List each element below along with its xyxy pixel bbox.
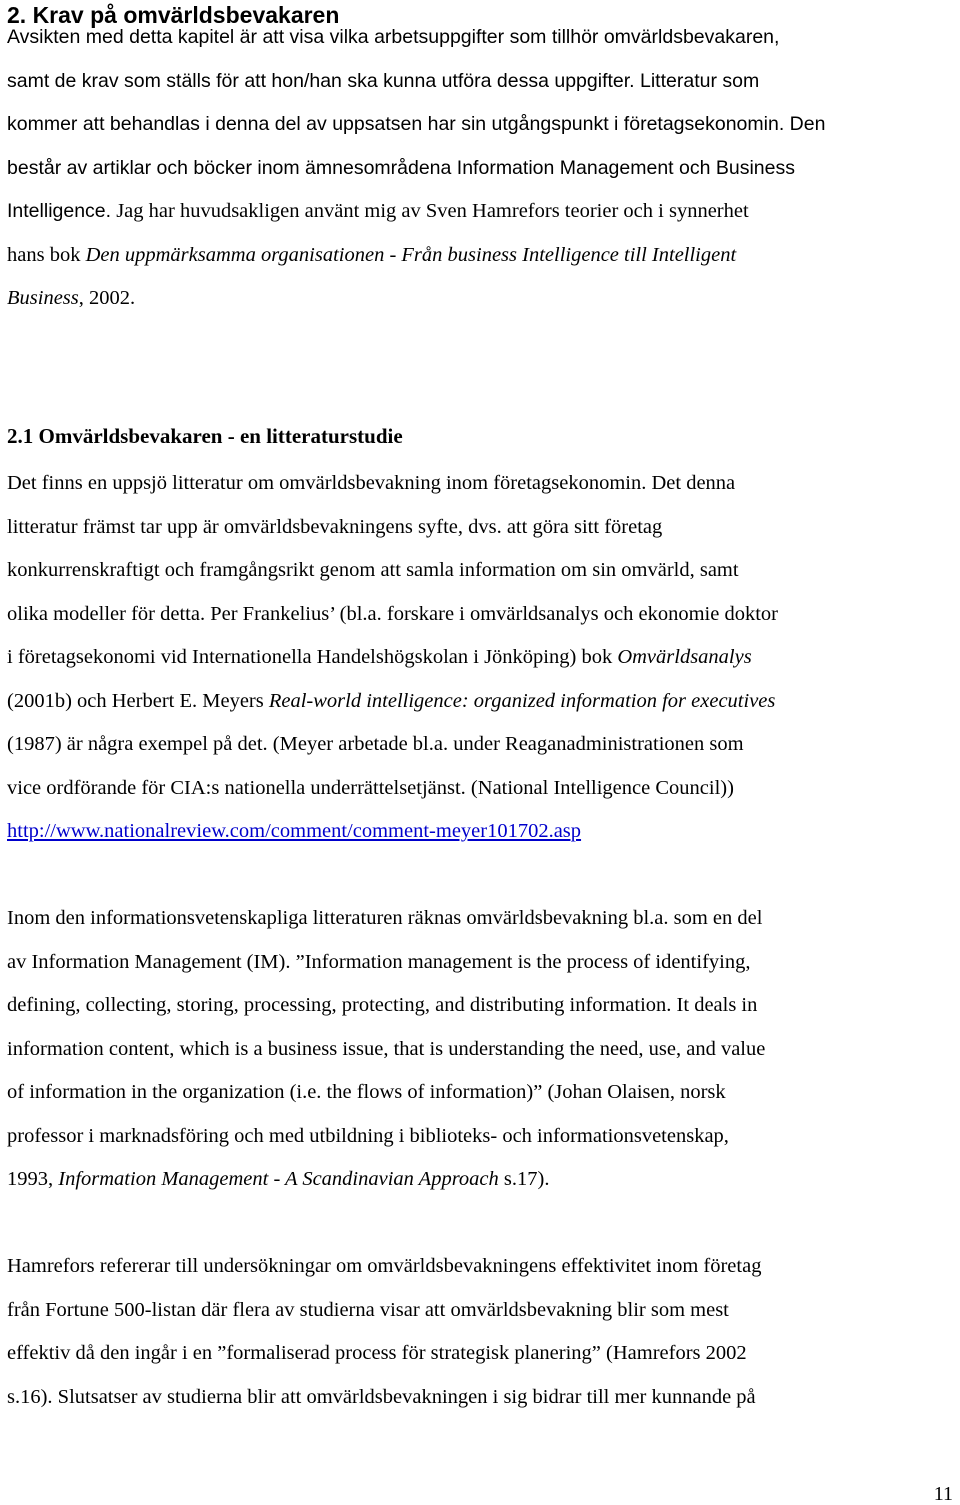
text-line: litteratur främst tar upp är omvärldsbevakningens syfte, dvs. att göra sitt företag [7,515,663,538]
text-run: s.17). [498,1168,550,1190]
literature-paragraph [7,462,957,854]
information-management-paragraph [7,897,957,1202]
text-line: s.16). Slutsatser av studierna blir att omvärldsbevakningen i sig bidrar till mer kunnande på [7,1385,756,1408]
text-line [7,234,957,278]
text-line [7,636,957,680]
text-line: Hamrefors refererar till undersökningar om omvärldsbevakningens effektivitet inom företag [7,1255,762,1277]
book-title: Information Management - A Scandinavian Approach [58,1168,499,1190]
book-title: Omvärldsanalys [617,646,752,668]
text-line: of information in the organization (i.e. the flows of information)” (Johan Olaisen, norsk [7,1081,726,1103]
chapter-heading: 2. Krav på omvärldsbevakaren [7,2,340,28]
text-line: av Information Management (IM). ”Information management is the process of identifying, [7,950,751,973]
text-run: Intelligence. [7,200,112,222]
text-line [7,1158,957,1202]
text-run: , 2002. [78,287,136,309]
text-line: information content, which is a business issue, that is understanding the need, use, and value [7,1037,766,1060]
text-run: Jag har huvudsakligen använt mig av Sven Hamrefors teorier och i synnerhet [111,200,749,222]
text-line: olika modeller för detta. Per Frankelius’ (bl.a. forskare i omvärldsanalys och ekonomie doktor [7,602,778,625]
reference-link[interactable]: http://www.nationalreview.com/comment/comment-meyer101702.asp [7,820,582,842]
book-title: Business [7,287,79,309]
text-line: defining, collecting, storing, processing, protecting, and distributing information. It deals in [7,994,758,1016]
text-line: effektiv då den ingår i en ”formaliserad process för strategisk planering” (Hamrefors 2002 [7,1342,747,1364]
text-line: Det finns en uppsjö litteratur om omvärldsbevakning inom företagsekonomin. Det denna [7,472,736,494]
text-run: 1993, [7,1168,59,1190]
book-title: Den uppmärksamma organisationen - Från business Intelligence till Intelligent [85,243,737,266]
page-number: 11 [933,1483,953,1505]
text-run: hans bok [7,243,86,266]
text-line: vice ordförande för CIA:s nationella underrättelsetjänst. (National Intelligence Council)) [7,776,734,799]
book-title: Real-world intelligence: organized information for executives [268,689,776,712]
text-line: kommer att behandlas i denna del av uppsatsen har sin utgångspunkt i företagsekonomin. Den [7,113,826,135]
text-line: samt de krav som ställs för att hon/han ska kunna utföra dessa uppgifter. Litteratur som [7,69,760,92]
text-line: konkurrenskraftigt och framgångsrikt genom att samla information om sin omvärld, samt [7,559,739,581]
text-line: Avsikten med detta kapitel är att visa vilka arbetsuppgifter som tillhör omvärldsbevakaren, [7,26,780,48]
section-heading: 2.1 Omvärldsbevakaren - en litteraturstudie [7,424,403,448]
text-run: i företagsekonomi vid Internationella Handelshögskolan i Jönköping) bok [7,646,618,668]
text-line [7,277,957,321]
text-line: Inom den informationsvetenskapliga litteraturen räknas omvärldsbevakning bl.a. som en del [7,907,763,929]
text-line: består av artiklar och böcker inom ämnesområdena Information Management och Business [7,156,795,179]
hamrefors-paragraph [7,1245,957,1419]
text-line [7,190,957,234]
text-line: från Fortune 500-listan där flera av studierna visar att omvärldsbevakning blir som mest [7,1298,729,1321]
text-line: (1987) är några exempel på det. (Meyer arbetade bl.a. under Reaganadministrationen som [7,733,744,755]
text-line: professor i marknadsföring och med utbildning i biblioteks- och informationsvetenskap, [7,1124,729,1147]
text-line [7,810,957,854]
text-run: (2001b) och Herbert E. Meyers [7,689,269,712]
text-line [7,680,957,724]
intro-paragraph [7,16,957,321]
